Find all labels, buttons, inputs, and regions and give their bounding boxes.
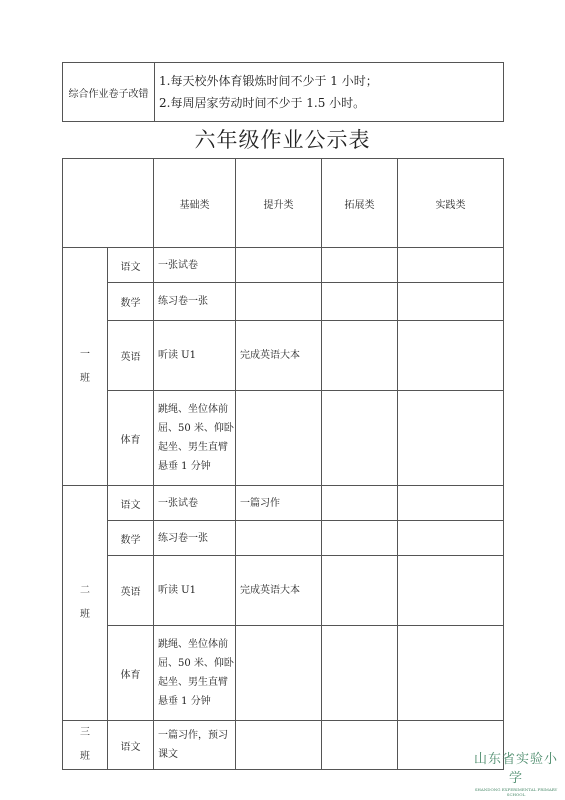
subject-cell: 英语: [108, 321, 154, 391]
requirement-line-1: 1.每天校外体育锻炼时间不少于 1 小时；: [159, 74, 378, 88]
table-row: [63, 626, 504, 721]
homework-cell: [322, 391, 398, 486]
table-row: [63, 391, 504, 486]
homework-cell: [236, 521, 322, 556]
column-header: 实践类: [398, 159, 504, 248]
homework-cell: [398, 321, 504, 391]
table-row: [63, 521, 504, 556]
class-name-cell: [63, 721, 108, 770]
subject-cell: 语文: [108, 721, 154, 770]
requirement-line-2: 2.每周居家劳动时间不少于 1.5 小时。: [159, 96, 366, 110]
homework-cell: [322, 321, 398, 391]
homework-cell: 跳绳、坐位体前屈、50 米、仰卧起坐、男生直臂悬垂 1 分钟: [154, 391, 236, 486]
homework-cell: 完成英语大本: [236, 556, 322, 626]
top-requirements-row: [63, 63, 504, 122]
class-name-char: 班: [80, 609, 90, 620]
class-name-char: 班: [80, 751, 90, 762]
class-name-char: 一: [80, 348, 90, 360]
homework-cell: [236, 248, 322, 283]
page-title: 六年级作业公示表: [194, 128, 371, 152]
table-row: [63, 321, 504, 391]
school-logo-english: SHANDONG EXPERIMENTAL PRIMARY SCHOOL: [474, 787, 558, 797]
homework-cell: [398, 248, 504, 283]
table-row: [63, 721, 504, 770]
subject-cell: 数学: [108, 521, 154, 556]
homework-cell: 听读 U1: [154, 321, 236, 391]
homework-cell: 一篇习作: [236, 486, 322, 521]
class-name-char: 二: [80, 585, 90, 596]
homework-cell: 一张试卷: [154, 486, 236, 521]
class-name-cell: [63, 248, 108, 486]
table-row: [63, 486, 504, 521]
table-row: [63, 556, 504, 626]
top-requirements-lines: [155, 63, 504, 122]
top-requirements-label: 综合作业卷子改错: [63, 63, 155, 122]
column-header: 拓展类: [322, 159, 398, 248]
homework-cell: [322, 721, 398, 770]
subject-cell: 体育: [108, 391, 154, 486]
homework-cell: 练习卷一张: [154, 521, 236, 556]
subject-cell: 体育: [108, 626, 154, 721]
homework-cell: [322, 283, 398, 321]
subject-cell: 英语: [108, 556, 154, 626]
homework-cell: [322, 521, 398, 556]
column-header: 提升类: [236, 159, 322, 248]
subject-cell: 语文: [108, 486, 154, 521]
header-corner-cell: [63, 159, 154, 248]
subject-cell: 数学: [108, 283, 154, 321]
table-row: [63, 283, 504, 321]
homework-cell: [322, 626, 398, 721]
homework-cell: 一张试卷: [154, 248, 236, 283]
homework-cell: [322, 486, 398, 521]
school-logo: [470, 748, 562, 797]
school-logo-chinese: 山东省实验小学: [473, 752, 558, 786]
table-row: [63, 248, 504, 283]
homework-cell: [398, 486, 504, 521]
homework-cell: 一篇习作，预习课文: [154, 721, 236, 770]
homework-cell: [398, 391, 504, 486]
class-name-cell: [63, 486, 108, 721]
homework-cell: [398, 521, 504, 556]
homework-cell: [398, 556, 504, 626]
homework-cell: [322, 248, 398, 283]
class-name-char: 三: [80, 727, 90, 738]
homework-cell: 跳绳、坐位体前屈、50 米、仰卧起坐、男生直臂悬垂 1 分钟: [154, 626, 236, 721]
homework-cell: 练习卷一张: [154, 283, 236, 321]
column-header: 基础类: [154, 159, 236, 248]
homework-table: [62, 158, 504, 770]
homework-cell: 听读 U1: [154, 556, 236, 626]
top-requirements-table: [62, 62, 504, 122]
table-header-row: [63, 159, 504, 248]
homework-cell: [236, 721, 322, 770]
homework-cell: [322, 556, 398, 626]
homework-cell: [236, 391, 322, 486]
homework-cell: [398, 283, 504, 321]
homework-cell: [236, 626, 322, 721]
subject-cell: 语文: [108, 248, 154, 283]
class-name-char: 班: [80, 372, 90, 384]
homework-cell: [236, 283, 322, 321]
homework-cell: 完成英语大本: [236, 321, 322, 391]
homework-cell: [398, 626, 504, 721]
